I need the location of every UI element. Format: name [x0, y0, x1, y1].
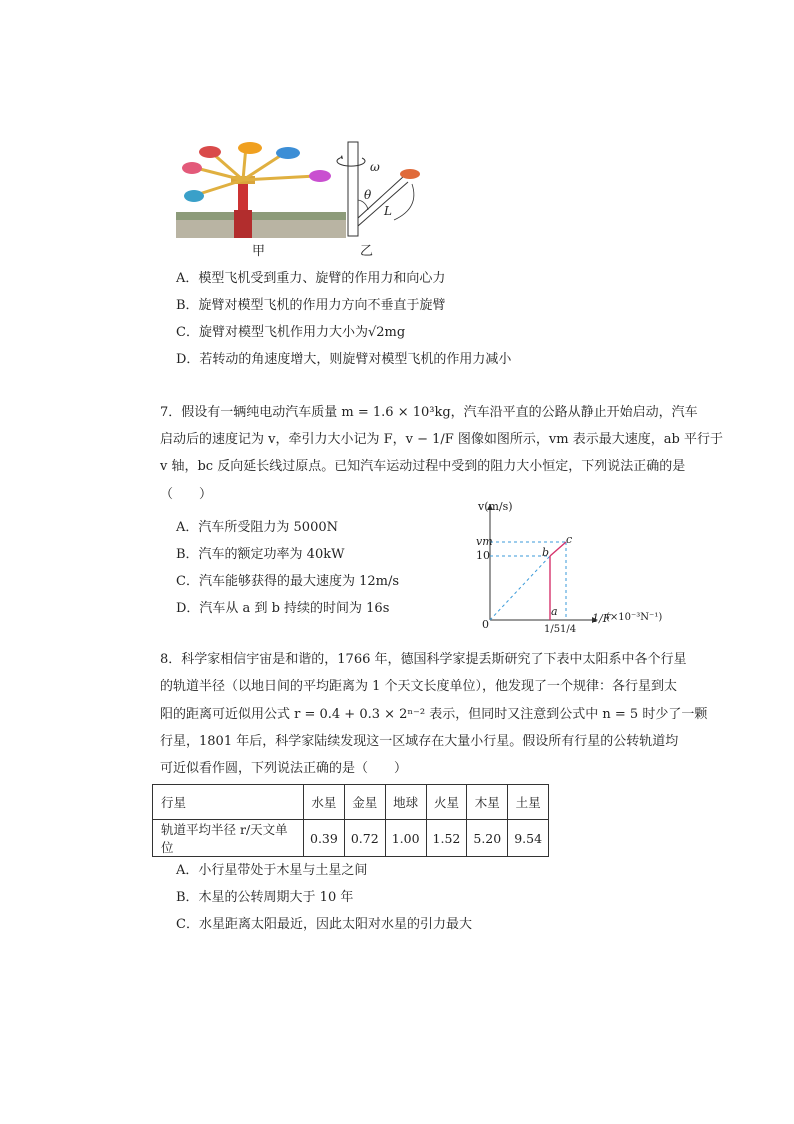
line-bc-extension: [490, 556, 550, 620]
q6-option-d: D．若转动的角速度增大，则旋臂对模型飞机的作用力减小: [176, 352, 512, 367]
segment-bc: [550, 542, 566, 556]
figure-label-left: 甲: [252, 244, 266, 259]
y-tick-vm: vm: [476, 535, 493, 548]
table-cell: 行星: [153, 785, 304, 820]
q6-option-b: B．旋臂对模型飞机的作用力方向不垂直于旋臂: [176, 298, 446, 313]
q7-option-b: B．汽车的额定功率为 40kW: [176, 547, 345, 562]
table-cell: 金星: [344, 785, 385, 820]
figure-label-right: 乙: [360, 244, 374, 259]
table-cell: 1.52: [426, 820, 467, 857]
q7-option-d: D．汽车从 a 到 b 持续的时间为 16s: [176, 601, 390, 616]
point-a-label: a: [551, 605, 558, 618]
table-cell: 火星: [426, 785, 467, 820]
rotating-arm-diagram: [332, 138, 422, 240]
table-header-row: [153, 785, 549, 820]
q7-line-2: 启动后的速度记为 v，牵引力大小记为 F，v − 1/F 图像如图所示，vm 表示最大速度，ab 平行于: [160, 432, 723, 447]
table-cell: 地球: [385, 785, 426, 820]
table-cell: 水星: [304, 785, 345, 820]
length-label: L: [384, 204, 392, 218]
table-cell: 0.39: [304, 820, 345, 857]
y-axis-label: v(m/s): [478, 500, 513, 513]
point-b-label: b: [542, 546, 550, 559]
q8-line-2: 的轨道半径（以地日间的平均距离为 1 个天文长度单位），他发现了一个规律：各行星到太: [160, 679, 678, 694]
x-axis-fraction: 1/F: [592, 612, 611, 625]
q7-option-c: C．汽车能够获得的最大速度为 12m/s: [176, 574, 399, 589]
q7-line-4: （ ）: [160, 487, 213, 502]
point-c-label: c: [566, 533, 573, 546]
theta-label: θ: [364, 188, 372, 202]
q8-line-3: 阳的距离可近似用公式 r = 0.4 + 0.3 × 2ⁿ⁻² 表示，但同时又注意到公式中 n = 5 时少了一颗: [160, 707, 708, 722]
planet-table: [152, 784, 549, 857]
table-cell: 木星: [467, 785, 508, 820]
table-cell: 0.72: [344, 820, 385, 857]
q7-option-a: A．汽车所受阻力为 5000N: [176, 520, 338, 535]
q8-line-4: 行星，1801 年后，科学家陆续发现这一区域存在大量小行星。假设所有行星的公转轨道均: [160, 734, 679, 749]
q7-line-1: 7．假设有一辆纯电动汽车质量 m = 1.6 × 10³kg，汽车沿平直的公路从静止开始启动，汽车: [160, 405, 698, 420]
omega-label: ω: [370, 160, 380, 174]
q8-option-c: C．水星距离太阳最近，因此太阳对水星的引力最大: [176, 917, 472, 932]
x-axis-unit: (×10⁻³N⁻¹): [606, 612, 663, 623]
y-tick-10: 10: [476, 549, 490, 562]
x-tick-1-4: 1/4: [560, 624, 577, 635]
q7-line-3: v 轴，bc 反向延长线过原点。已知汽车运动过程中受到的阻力大小恒定，下列说法正确的是: [160, 459, 686, 474]
ride-photo: [176, 140, 346, 240]
table-cell: 轨道平均半径 r/天文单位: [153, 820, 304, 857]
table-cell: 5.20: [467, 820, 508, 857]
q8-line-1: 8．科学家相信宇宙是和谐的，1766 年，德国科学家提丢斯研究了下表中太阳系中各个行星: [160, 652, 687, 667]
table-cell: 9.54: [508, 820, 549, 857]
q6-option-a: A．模型飞机受到重力、旋臂的作用力和向心力: [176, 271, 446, 286]
table-cell: 1.00: [385, 820, 426, 857]
table-cell: 土星: [508, 785, 549, 820]
x-tick-1-5: 1/5: [544, 624, 561, 635]
q8-line-5: 可近似看作圆，下列说法正确的是（ ）: [160, 761, 408, 776]
q8-option-b: B．木星的公转周期大于 10 年: [176, 890, 354, 905]
origin-label: 0: [482, 618, 489, 631]
table-row: [153, 820, 549, 857]
q6-option-c: C．旋臂对模型飞机作用力大小为√2mg: [176, 325, 406, 340]
q8-option-a: A．小行星带处于木星与土星之间: [176, 863, 368, 878]
